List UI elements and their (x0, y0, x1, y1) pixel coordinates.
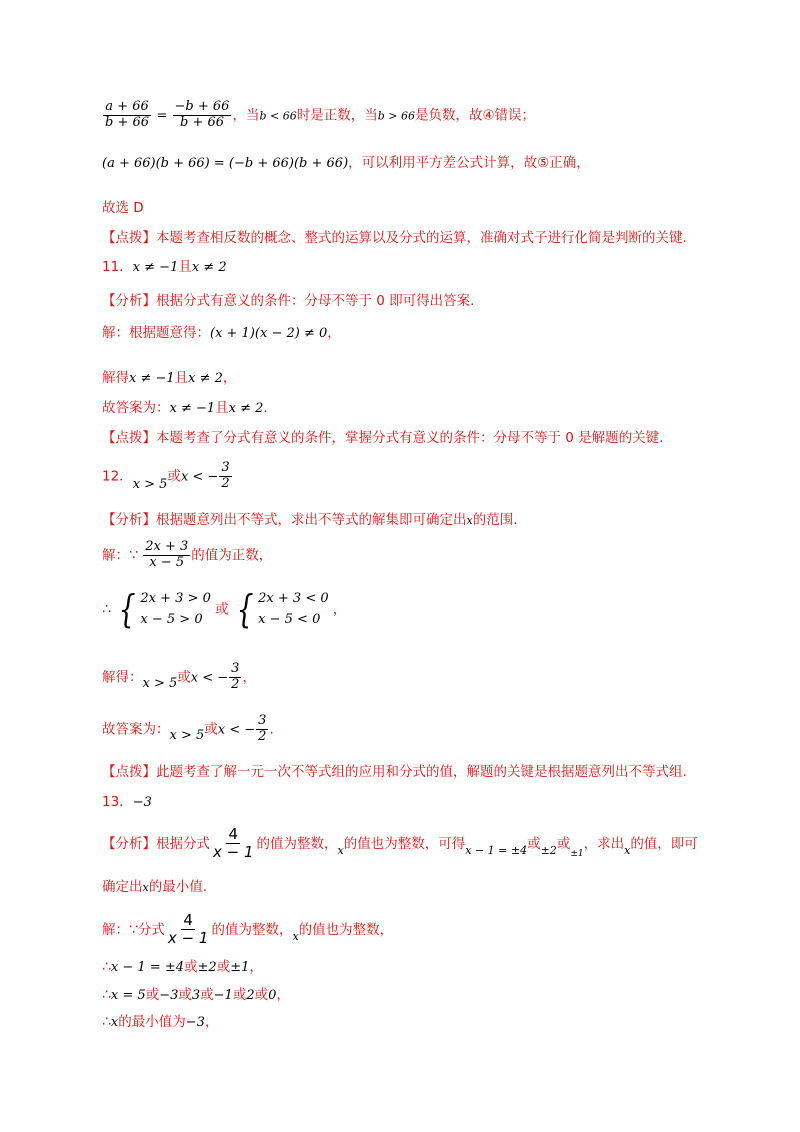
line-l18: 13．−3 (102, 794, 152, 810)
line-l8: 解得x ≠ −1且x ≠ 2， (102, 370, 237, 386)
equals-sign: = (156, 108, 168, 124)
fraction: $\frac{3}{2}$ (258, 713, 267, 744)
line-l4: 【点拨】本题考查相反数的概念、整式的运算以及分式的运算，准确对式子进行化简是判断的关键. (102, 230, 687, 246)
therefore-symbol: ∴ (102, 1014, 111, 1030)
line-l19: 【分析】根据分式 $\frac{4}{x - 1}$ 的值为整数，$_x$的值也为整数，可得$_{x - 1 = \pm 4}$或$_{\pm 2}$或$_{\pm 1}$，求出$_x$的值，即可 (102, 825, 698, 862)
fraction: $\frac{3}{2}$ (221, 460, 230, 491)
fraction: $\frac{2x + 3}{x - 5}$ (145, 539, 189, 570)
line-l24: ∴x的最小值为−3， (102, 1014, 219, 1030)
line-l1: $\frac{a + 66}{b + 66}$ = $\frac{-b + 66}{b + 66}$ ，当b < 66时是正数，当b > 66是负数，故④错误； (105, 99, 536, 130)
line-l17: 【点拨】此题考查了解一元一次不等式组的应用和分式的值，解题的关键是根据题意列出不等式组. (102, 764, 687, 780)
fraction: $\frac{3}{2}$ (231, 661, 240, 692)
line-l3: 故选 D (102, 200, 144, 216)
therefore-symbol: ∴ (102, 959, 111, 975)
line-l14: ∴ { 2x + 3 > 0 x − 5 > 0 或 { 2x + 3 < 0 x − 5 < 0 ， (102, 587, 347, 632)
inequality-system: { 2x + 3 > 0 x − 5 > 0 (118, 587, 211, 632)
line-l11: 12．x > 5或x < − $\frac{3}{2}$ (102, 460, 230, 493)
therefore-symbol: ∴ (102, 987, 111, 1003)
line-l12: 【分析】根据题意列出不等式，求出不等式的解集即可确定出x的范围. (102, 512, 518, 528)
line-l20: 确定出x的最小值. (102, 879, 208, 895)
line-l6: 【分析】根据分式有意义的条件：分母不等于 0 即可得出答案. (102, 293, 475, 309)
fraction: $\frac{4}{x - 1}$ (213, 825, 254, 862)
inequality-system: { 2x + 3 < 0 x − 5 < 0 (236, 587, 329, 632)
line-l16: 故答案为：x > 5或x < − $\frac{3}{2}$ . (102, 713, 274, 744)
line-l5: 11．x ≠ −1且x ≠ 2 (102, 259, 227, 275)
fraction: $\frac{-b + 66}{b + 66}$ (174, 99, 230, 130)
because-symbol: ∵ (129, 547, 138, 564)
because-symbol: ∵ (129, 921, 138, 938)
line-l7: 解：根据题意得：(x + 1)(x − 2) ≠ 0， (102, 325, 341, 341)
line-l22: ∴x − 1 = ±4或±2或±1， (102, 959, 263, 975)
line-l15: 解得：x > 5或x < − $\frac{3}{2}$ ， (102, 661, 256, 692)
line-l2: (a + 66)(b + 66) = (−b + 66)(b + 66)，可以利用平方差公式计算，故⑤正确， (102, 155, 590, 171)
fraction: $\frac{4}{x - 1}$ (167, 911, 209, 948)
fraction: $\frac{a + 66}{b + 66}$ (105, 99, 150, 130)
line-l13: 解：∵ $\frac{2x + 3}{x - 5}$ 的值为正数， (102, 539, 273, 570)
line-l10: 【点拨】本题考查了分式有意义的条件，掌握分式有意义的条件：分母不等于 0 是解题的关键. (102, 430, 664, 446)
line-l9: 故答案为：x ≠ −1且x ≠ 2. (102, 400, 268, 416)
line-l23: ∴x = 5或−3或3或−1或2或0， (102, 987, 290, 1003)
therefore-symbol: ∴ (102, 601, 111, 618)
line-l21: 解：∵分式 $\frac{4}{x - 1}$ 的值为整数，$_x$的值也为整数， (102, 911, 394, 948)
